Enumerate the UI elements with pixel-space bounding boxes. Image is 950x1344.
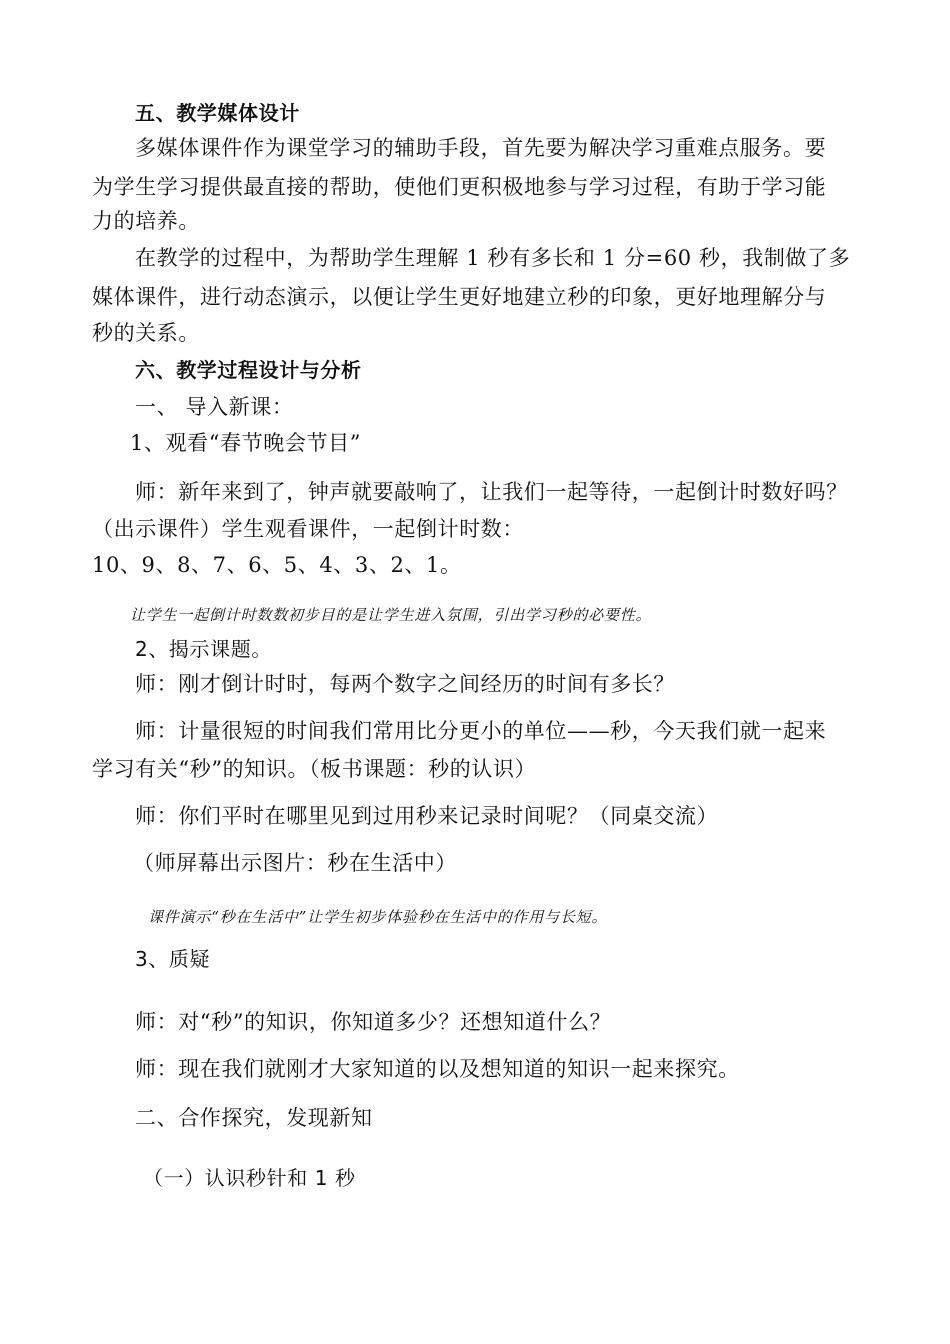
teacher-line-1a: 师：新年来到了，钟声就要敲响了，让我们一起等待，一起倒计时数好吗？ bbox=[135, 480, 848, 504]
item1-title: 1、观看“春节晚会节目” bbox=[130, 431, 362, 455]
section5-paragraph1-line1: 多媒体课件作为课堂学习的辅助手段，首先要为解决学习重难点服务。要 bbox=[135, 136, 827, 160]
subsection1-title: （一）认识秒针和 1 秒 bbox=[143, 1166, 356, 1190]
teacher-line-5: （师屏幕出示图片：秒在生活中） bbox=[133, 851, 457, 875]
design-note-2: 课件演示“秒在生活中”让学生初步体验秒在生活中的作用与长短。 bbox=[148, 908, 608, 926]
section5-paragraph2-line2: 媒体课件，进行动态演示，以便让学生更好地建立秒的印象，更好地理解分与 bbox=[92, 285, 827, 309]
item3-title: 3、质疑 bbox=[135, 947, 211, 971]
section5-paragraph1-line3: 力的培养。 bbox=[92, 209, 200, 233]
section5-paragraph2-line1: 在教学的过程中，为帮助学生理解 1 秒有多长和 1 分=60 秒，我制做了多 bbox=[135, 246, 851, 270]
design-note-1: 让学生一起倒计时数数初步目的是让学生进入氛围，引出学习秒的必要性。 bbox=[130, 606, 652, 624]
section6-heading: 六、教学过程设计与分析 bbox=[135, 358, 362, 382]
teacher-line-2: 师：刚才倒计时时，每两个数字之间经历的时间有多长？ bbox=[135, 672, 675, 696]
section5-paragraph2-line3: 秒的关系。 bbox=[92, 321, 200, 345]
teacher-line-6: 师：对“秒”的知识，你知道多少？还想知道什么？ bbox=[135, 1010, 612, 1034]
part2-title: 二、合作探究，发现新知 bbox=[135, 1106, 373, 1130]
teacher-line-4: 师：你们平时在哪里见到过用秒来记录时间呢？（同桌交流） bbox=[135, 804, 719, 828]
teacher-line-3b: 学习有关“秒”的知识。（板书课题：秒的认识） bbox=[92, 757, 537, 781]
section5-paragraph1-line2: 为学生学习提供最直接的帮助，使他们更积极地参与学习过程，有助于学习能 bbox=[92, 175, 827, 199]
countdown-line: 10、9、8、7、6、5、4、3、2、1。 bbox=[92, 553, 462, 577]
section5-heading: 五、教学媒体设计 bbox=[135, 101, 300, 125]
teacher-line-1b: （出示课件）学生观看课件，一起倒计时数： bbox=[92, 517, 524, 541]
part1-title: 一、 导入新课： bbox=[135, 395, 294, 419]
teacher-line-7: 师：现在我们就刚才大家知道的以及想知道的知识一起来探究。 bbox=[135, 1057, 740, 1081]
teacher-line-3a: 师：计量很短的时间我们常用比分更小的单位——秒，今天我们就一起来 bbox=[135, 719, 827, 743]
item2-title: 2、揭示课题。 bbox=[135, 637, 272, 661]
